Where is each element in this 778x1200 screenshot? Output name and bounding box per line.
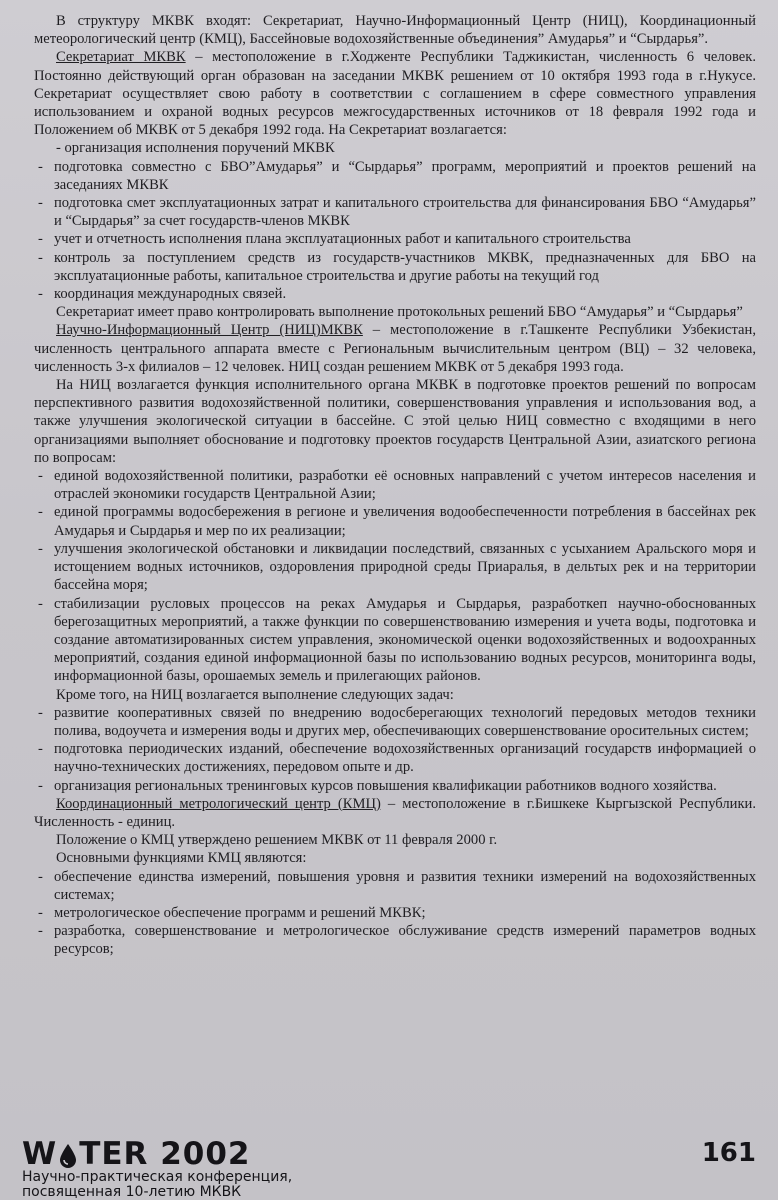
paragraph-secretariat bbox=[34, 48, 756, 139]
list-item: - развитие кооперативных связей по внедрению водосберегающих технологий передовых методов техники полива, водоучета и измерения воды и других мер, обеспечивающих совершенствование оросительных систем; bbox=[34, 704, 756, 740]
list-item: - улучшения экологической обстановки и ликвидации последствий, связанных с усыханием Аральского моря и истощением водных источников, оздоровления природной среды Приаралья, в дельтых рек и на территории бассейна моря; bbox=[34, 540, 756, 595]
logo-text: TER 2002 bbox=[79, 1136, 251, 1172]
subtitle-line: посвященная 10-летию МКВК bbox=[22, 1184, 242, 1200]
list-item: - единой программы водосбережения в регионе и увеличения водообеспеченности потребления в бассейнах рек Амударья и Сырдарья и мер по их реализации; bbox=[34, 503, 756, 539]
list-item: - учет и отчетность исполнения плана эксплуатационных работ и капитального строительства bbox=[34, 230, 756, 248]
body-text bbox=[34, 12, 756, 959]
list-item: - единой водохозяйственной политики, разработки её основных направлений с учетом интересов населения и отраслей экономики государств Центральной Азии; bbox=[34, 467, 756, 503]
subtitle-line: Научно-практическая конференция, bbox=[22, 1169, 293, 1185]
secretariat-text: – местоположение в г.Ходженте Республики Таджикистан, численность 6 человек. Постоянно действующий орган образован на заседании МКВК решением от 10 октября 1993 года в г.Нукусе. Секретариат осуществляет свою работу в соответствии с соглашением в сфере совместного управления использованием и охраной водных ресурсов межгосударственных источников от 18 февраля 1992 года и Положением об МКВК от 5 декабря 1992 года. На Секретариат возлагается: bbox=[34, 49, 756, 139]
sic-text: – местоположение в г.Ташкенте Республики Узбекистан, численность центрального аппарата вместе с Региональным вычислительным центром (ВЦ) – 32 человека, численность 3-х филиалов – 12 человек. НИЦ создан решением МКВК от 5 декабря 1993 года. bbox=[34, 322, 756, 375]
water-drop-icon bbox=[58, 1141, 78, 1167]
paragraph-kmc bbox=[34, 795, 756, 831]
list-item: - координация международных связей. bbox=[34, 285, 756, 303]
paragraph-kmc-statute: Положение о КМЦ утверждено решением МКВК от 11 февраля 2000 г. bbox=[56, 832, 498, 849]
logo-letter-w: W bbox=[22, 1136, 58, 1172]
list-item: - обеспечение единства измерений, повышения уровня и развития техники измерений на водохозяйственных системах; bbox=[34, 868, 756, 904]
section-heading-kmc: Координационный метрологический центр (КМЦ) bbox=[56, 795, 381, 812]
paragraph-kmc-functions: Основными функциями КМЦ являются: bbox=[56, 850, 307, 867]
water-2002-logo bbox=[22, 1136, 250, 1172]
list-item: - подготовка смет эксплуатационных затрат и капитального строительства для финансирования БВО “Амударья” и “Сырдарья” за счет государств-членов МКВК bbox=[34, 194, 756, 230]
paragraph-structure: В структуру МКВК входят: Секретариат, Научно-Информационный Центр (НИЦ), Координационный метеорологический центр (КМЦ), Бассейновые водохозяйственные объединения” Амударья” и “Сырдарья”. bbox=[34, 13, 756, 48]
paragraph-rights: Секретариат имеет право контролировать выполнение протокольных решений БВО “Амударья” и “Сырдарья” bbox=[56, 304, 743, 321]
list-item: - метрологическое обеспечение программ и решений МКВК; bbox=[34, 904, 756, 922]
paragraph-sic bbox=[34, 321, 756, 376]
conference-subtitle bbox=[22, 1170, 292, 1200]
list-item: - подготовка совместно с БВО”Амударья” и “Сырдарья” программ, мероприятий и проектов решений на заседаниях МКВК bbox=[34, 158, 756, 194]
section-heading-sic: Научно-Информационный Центр (НИЦ)МКВК bbox=[56, 322, 363, 339]
page-number: 161 bbox=[701, 1138, 756, 1168]
section-heading-secretariat: Секретариат МКВК bbox=[56, 49, 186, 66]
kmc-text: – местоположение в г.Бишкеке Кыргызской Республики. Численность - единиц. bbox=[34, 795, 757, 830]
paragraph-duties: - организация исполнения поручений МКВК bbox=[56, 140, 335, 157]
paragraph-sic-tasks: Кроме того, на НИЦ возлагается выполнение следующих задач: bbox=[56, 686, 454, 703]
list-item: - организация региональных тренинговых курсов повышения квалификации работников водного хозяйства. bbox=[34, 777, 756, 795]
list-item: - разработка, совершенствование и метрологическое обслуживание средств измерений параметров водных ресурсов; bbox=[34, 922, 756, 958]
list-item: - стабилизации русловых процессов на реках Амударья и Сырдарья, разработкеп научно-обоснованных берегозащитных мероприятий, а также функции по совершенствованию измерения и учета воды, подготовка и создание автоматизированных систем управления, экономической оценки водохозяйственных и водоохранных мероприятий, создания единой информационной базы по использованию водных ресурсов, мониторинга воды, информационной базы, орошаемых земель и прилегающих районов. bbox=[34, 595, 756, 686]
list-item: - контроль за поступлением средств из государств-участников МКВК, предназначенных для БВО на эксплуатационные работы, капитальное строительства и другие работы на текущий год bbox=[34, 249, 756, 285]
page-footer bbox=[0, 1130, 778, 1200]
paragraph-sic-functions: На НИЦ возлагается функция исполнительного органа МКВК в подготовке проектов решений по вопросам перспективного развития водохозяйственной политики, совершенствования управления и использования вод, а также улучшения экологической ситуации в бассейне. С этой целью НИЦ совместно с входящими в него организациями выполняет обоснование и подготовку проектов государств Центральной Азии, азиатского региона по вопросам: bbox=[34, 377, 756, 466]
list-item: - подготовка периодических изданий, обеспечение водохозяйственных организаций государств информацией о научно-технических достижениях, передовом опыте и др. bbox=[34, 740, 756, 776]
